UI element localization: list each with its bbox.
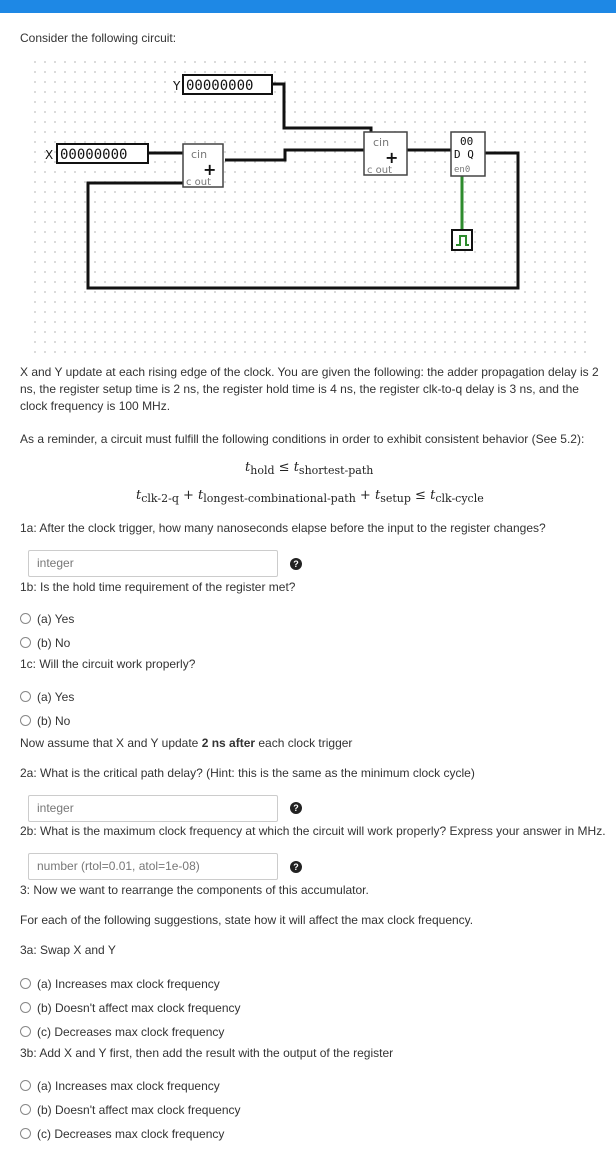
eq2-t3: t [374, 488, 381, 503]
question-3a: 3a: Swap X and Y [20, 943, 116, 957]
assumption-post: each clock trigger [255, 736, 353, 750]
adder-1-plus: + [203, 160, 217, 179]
top-accent-bar [0, 0, 616, 13]
option-label: (a) Increases max clock frequency [37, 977, 220, 991]
register-en: en0 [454, 165, 471, 175]
option-3a-b[interactable] [20, 1000, 241, 1017]
radio-icon[interactable] [20, 637, 31, 648]
eq2-longest-path: longest-combinational-path [203, 492, 356, 505]
y-input-value: 00000000 [186, 78, 254, 94]
eq2-t2: t [198, 488, 204, 503]
question-2a: 2a: What is the critical path delay? (Hint: this is the same as the minimum clock cycle) [20, 766, 475, 780]
help-1a-icon[interactable]: ? [290, 558, 302, 570]
option-3a-c[interactable] [20, 1024, 224, 1041]
eq2-plus1: + [178, 488, 199, 503]
option-label: (b) No [37, 636, 71, 650]
question-2b: 2b: What is the maximum clock frequency at which the circuit will work properly? Express your answer in MHz. [20, 824, 606, 838]
option-3a-a[interactable] [20, 976, 220, 993]
x-input-label: X [45, 148, 54, 162]
radio-icon[interactable] [20, 691, 31, 702]
option-1b-a[interactable] [20, 611, 74, 628]
circuit-diagram [30, 57, 588, 354]
option-label: (c) Decreases max clock frequency [37, 1025, 225, 1039]
radio-icon[interactable] [20, 613, 31, 624]
option-label: (b) Doesn't affect max clock frequency [37, 1001, 241, 1015]
assumption-pre: Now assume that X and Y update [20, 736, 202, 750]
adder-1-cout: c out [186, 177, 212, 188]
answer-2a-input[interactable]: integer [28, 795, 278, 822]
circuit-description: X and Y update at each rising edge of the clock. You are given the following: the adder propagation delay is 2 ns, the register setup time is 2 ns, the register hold time is 4 ns, the register clk-to-q delay is 3 ns, and the clock frequency is 100 MHz. [20, 365, 599, 413]
option-label: (a) Increases max clock frequency [37, 1079, 220, 1093]
register-value: 00 [460, 135, 474, 148]
clock-icon [452, 230, 472, 250]
eq2-t4: t [430, 488, 436, 503]
reminder-text: As a reminder, a circuit must fulfill the following conditions in order to exhibit consistent behavior (See 5.2): [20, 432, 585, 446]
adder-2-cin: cin [373, 136, 390, 149]
assumption-text [20, 735, 352, 752]
eq2-clk-cycle: clk-cycle [435, 492, 484, 505]
eq1-leq: ≤ [274, 460, 294, 475]
option-1c-b[interactable] [20, 713, 70, 730]
radio-icon[interactable] [20, 1026, 31, 1037]
option-1c-a[interactable] [20, 689, 74, 706]
option-label: (b) No [37, 714, 71, 728]
question-3-subtext: For each of the following suggestions, state how it will affect the max clock frequency. [20, 913, 474, 927]
option-3b-a[interactable] [20, 1078, 220, 1095]
help-2b-icon[interactable]: ? [290, 861, 302, 873]
adder-1-cin: cin [191, 148, 208, 161]
option-label: (a) Yes [37, 690, 75, 704]
radio-icon[interactable] [20, 978, 31, 989]
answer-1a-input[interactable]: integer [28, 550, 278, 577]
eq1-t: t [245, 460, 251, 475]
x-input-value: 00000000 [60, 147, 128, 163]
y-input-label: Y [173, 79, 181, 93]
question-3: 3: Now we want to rearrange the components of this accumulator. [20, 883, 369, 897]
radio-icon[interactable] [20, 1128, 31, 1139]
option-label: (c) Decreases max clock frequency [37, 1127, 225, 1141]
eq1-shortest-path: shortest-path [298, 464, 374, 477]
register-dq: D Q [454, 148, 474, 161]
adder-2-cout: c out [367, 165, 393, 176]
eq1-t2: t [293, 460, 299, 475]
intro-text: Consider the following circuit: [20, 31, 177, 45]
option-1b-b[interactable] [20, 635, 70, 652]
eq2-plus2: + [355, 488, 375, 503]
eq2-clk2q: clk-2-q [141, 492, 179, 505]
question-1a: 1a: After the clock trigger, how many nanoseconds elapse before the input to the register changes? [20, 521, 546, 535]
eq2-leq: ≤ [410, 488, 431, 503]
question-1c: 1c: Will the circuit work properly? [20, 657, 196, 671]
setup-equation [136, 488, 484, 505]
radio-icon[interactable] [20, 1002, 31, 1013]
option-label: (b) Doesn't affect max clock frequency [37, 1103, 241, 1117]
circuit-svg [30, 57, 588, 354]
question-1b: 1b: Is the hold time requirement of the register met? [20, 580, 296, 594]
question-3b: 3b: Add X and Y first, then add the result with the output of the register [20, 1046, 394, 1060]
option-3b-b[interactable] [20, 1102, 241, 1119]
radio-icon[interactable] [20, 1104, 31, 1115]
answer-2b-input[interactable]: number (rtol=0.01, atol=1e-08) [28, 853, 278, 880]
option-label: (a) Yes [37, 612, 75, 626]
adder-2-plus: + [385, 148, 399, 167]
radio-icon[interactable] [20, 715, 31, 726]
eq2-setup: setup [380, 492, 411, 505]
radio-icon[interactable] [20, 1080, 31, 1091]
option-3b-c[interactable] [20, 1126, 224, 1143]
hold-equation [245, 460, 373, 477]
eq2-t: t [136, 488, 142, 503]
assumption-bold: 2 ns after [201, 736, 256, 750]
eq1-hold: hold [250, 464, 275, 477]
help-2a-icon[interactable]: ? [290, 802, 302, 814]
